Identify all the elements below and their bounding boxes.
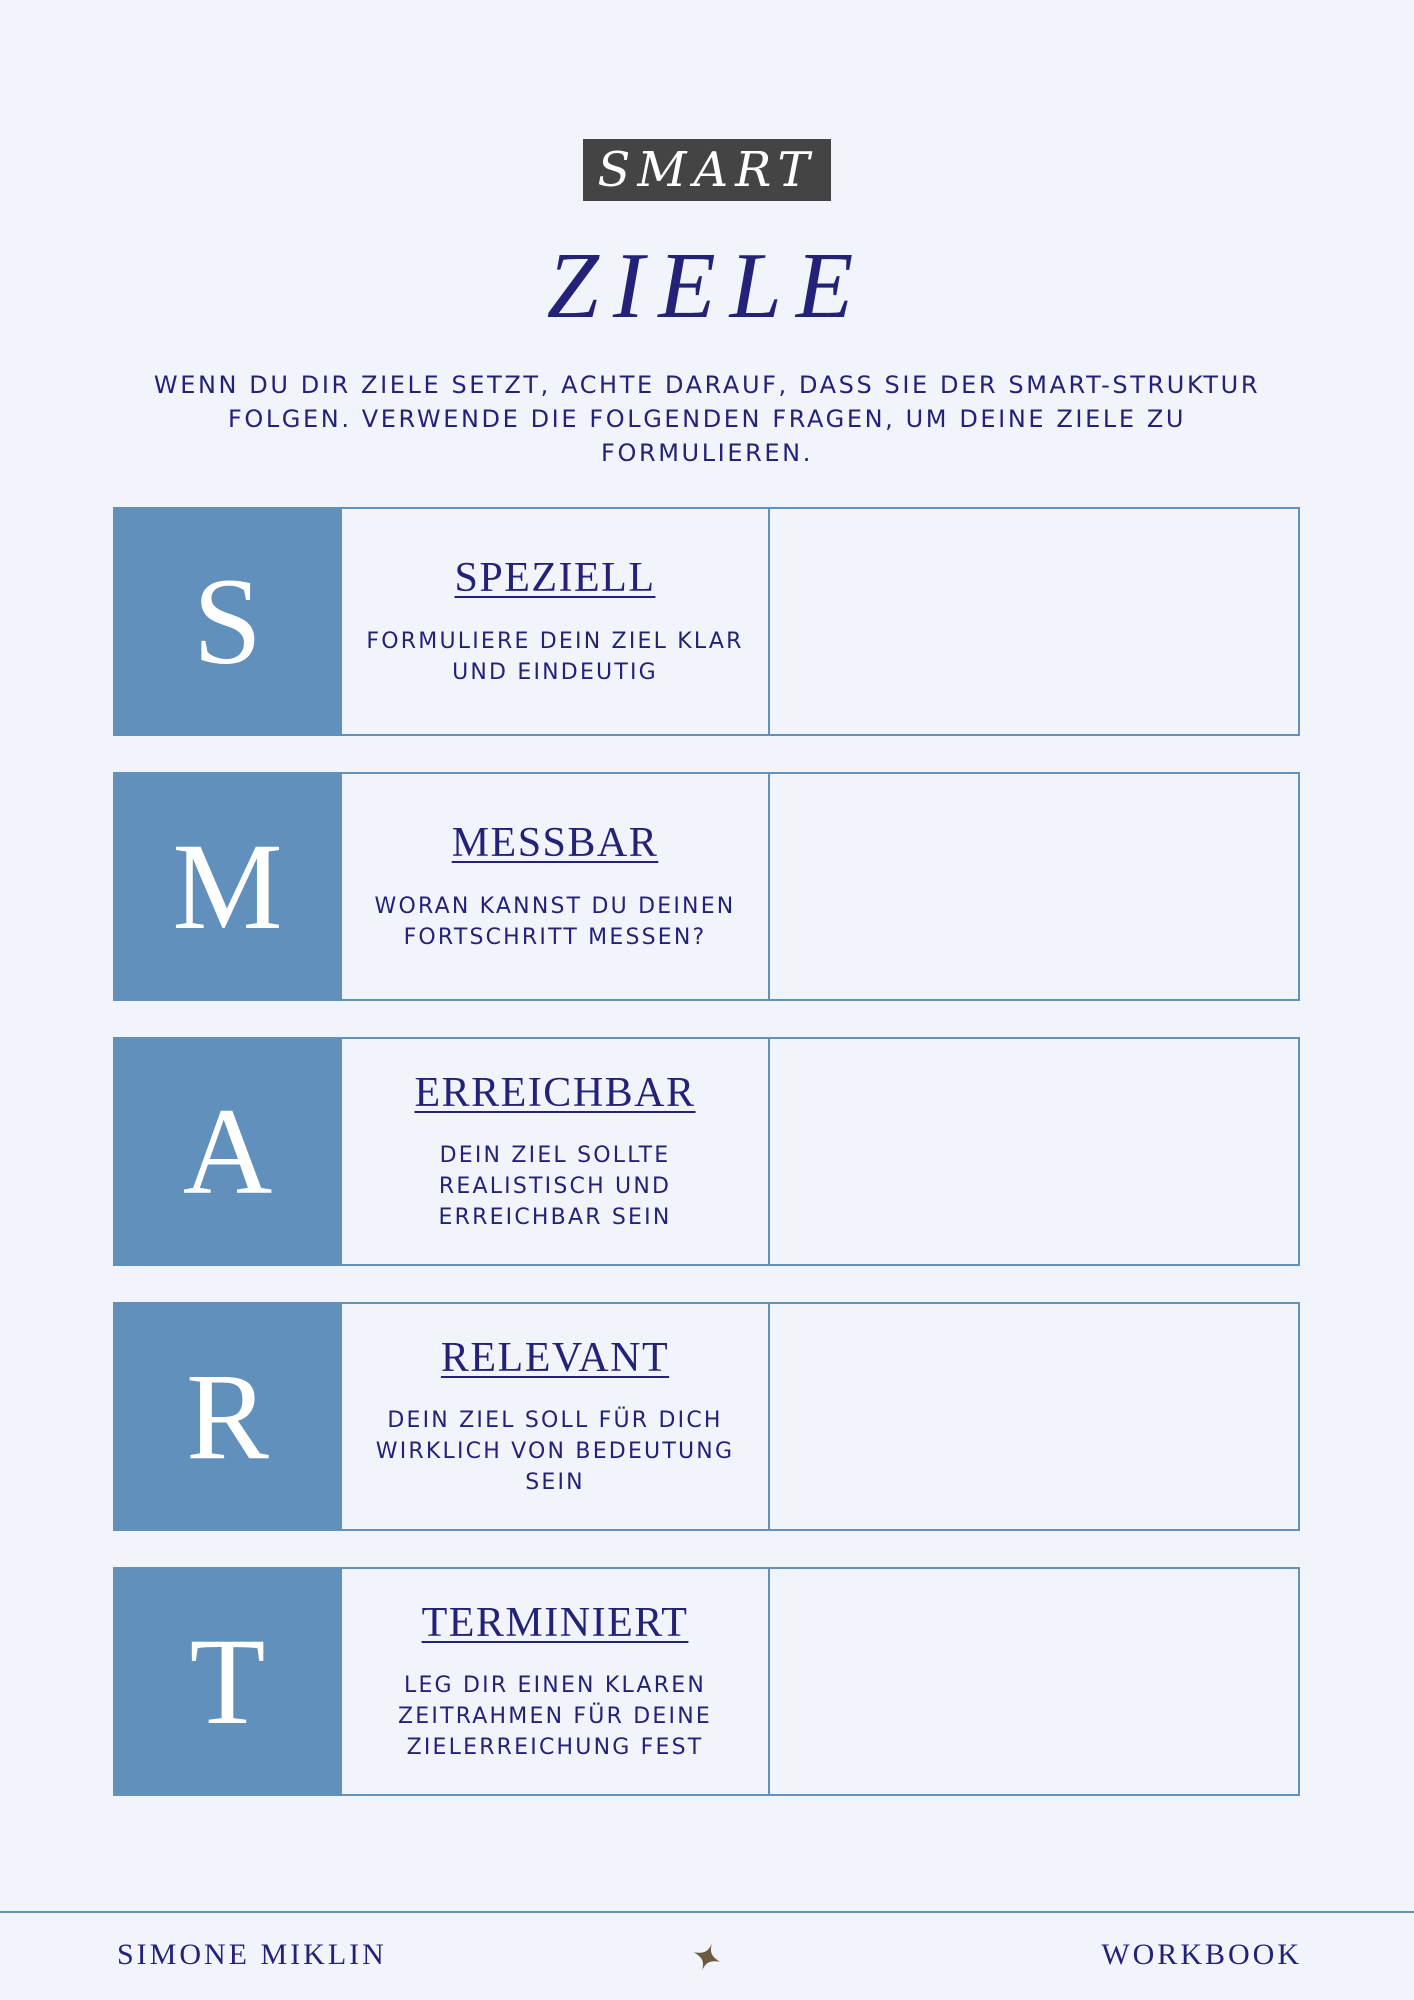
letter-cell [113, 1302, 342, 1531]
smart-row-a [113, 1037, 1300, 1266]
description-cell [342, 772, 770, 1001]
footer-divider [0, 1911, 1414, 1913]
description-cell [342, 1302, 770, 1531]
footer-workbook-label: WORKBOOK [1101, 1938, 1302, 1971]
answer-field[interactable] [768, 772, 1300, 1001]
row-heading: RELEVANT [440, 1334, 670, 1381]
page-title: ZIELE [546, 234, 868, 338]
answer-field[interactable] [768, 1567, 1300, 1796]
row-letter: M [172, 817, 283, 955]
footer-author: SIMONE MIKLIN [117, 1938, 387, 1971]
answer-field[interactable] [768, 1037, 1300, 1266]
answer-field[interactable] [768, 507, 1300, 736]
description-cell [342, 1037, 770, 1266]
smart-row-m [113, 772, 1300, 1001]
row-description: DEIN ZIEL SOLLTE REALISTISCH UND ERREICHBAR SEIN [438, 1143, 672, 1231]
row-heading: SPEZIELL [454, 555, 656, 602]
description-cell [342, 1567, 770, 1796]
smart-row-r [113, 1302, 1300, 1531]
row-letter: T [189, 1612, 266, 1750]
answer-field[interactable] [768, 1302, 1300, 1531]
letter-cell [113, 1037, 342, 1266]
row-description: FORMULIERE DEIN ZIEL KLAR UND EINDEUTIG [366, 628, 744, 685]
description-cell [342, 507, 770, 736]
row-description: WORAN KANNST DU DEINEN FORTSCHRITT MESSEN? [374, 893, 736, 950]
badge-label: SMART [597, 142, 817, 198]
smart-row-s [113, 507, 1300, 736]
row-description: DEIN ZIEL SOLL FÜR DICH WIRKLICH VON BEDEUTUNG SEIN [375, 1408, 735, 1496]
row-heading: MESSBAR [451, 820, 659, 867]
letter-cell [113, 772, 342, 1001]
letter-cell [113, 507, 342, 736]
intro-text: WENN DU DIR ZIELE SETZT, ACHTE DARAUF, DASS SIE DER SMART-STRUKTUR FOLGEN. VERWENDE DIE FOLGENDEN FRAGEN, UM DEINE ZIELE ZU FORMULIEREN. [153, 371, 1261, 467]
smart-row-t [113, 1567, 1300, 1796]
letter-cell [113, 1567, 342, 1796]
row-letter: S [193, 552, 262, 690]
row-heading: ERREICHBAR [414, 1069, 696, 1116]
row-description: LEG DIR EINEN KLAREN ZEITRAHMEN FÜR DEINE ZIELERREICHUNG FEST [398, 1673, 712, 1761]
row-heading: TERMINIERT [421, 1599, 689, 1646]
row-letter: R [186, 1347, 269, 1485]
row-letter: A [182, 1082, 273, 1220]
sparkle-star-icon [690, 1940, 724, 1974]
smart-badge [583, 139, 831, 201]
